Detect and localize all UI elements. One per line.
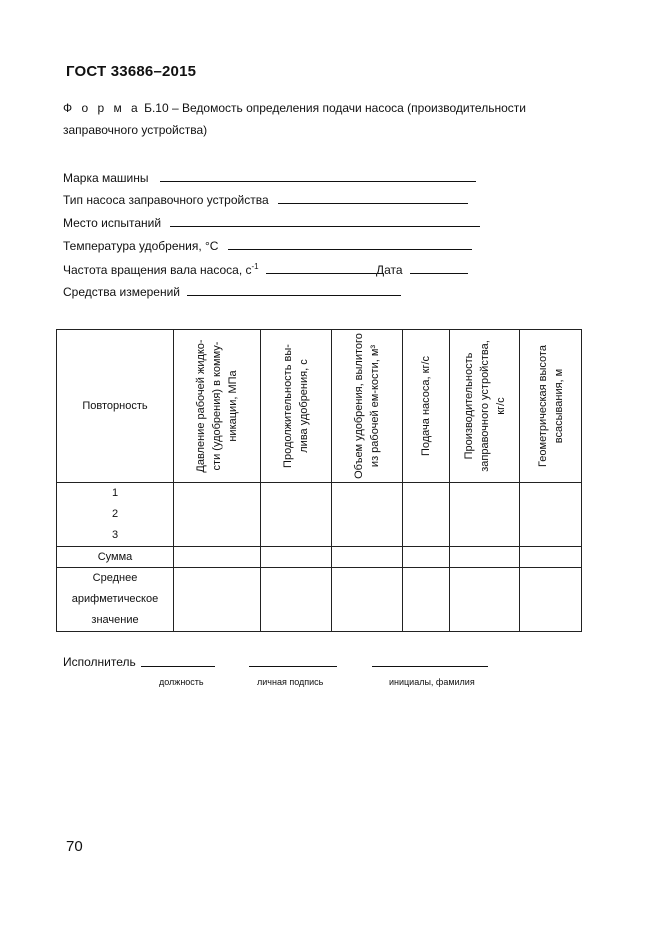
form-caption-line1	[63, 101, 526, 115]
mean-line1: Среднее	[92, 572, 138, 584]
form-caption-line2: заправочного устройства)	[63, 123, 208, 137]
field-temperature-label: Температура удобрения, °С	[63, 239, 219, 253]
field-pump-type	[63, 193, 468, 207]
header-suction-height-text: Геометрическая высота всасывания, м	[536, 345, 565, 467]
table-cell	[450, 483, 520, 547]
table-row-repetitions	[57, 483, 582, 547]
field-test-place-line	[170, 216, 480, 227]
field-machine	[63, 171, 476, 185]
field-machine-line	[160, 171, 476, 182]
document-title: ГОСТ 33686–2015	[66, 63, 197, 80]
mean-line3: значение	[91, 614, 139, 626]
form-caption-text: Б.10 – Ведомость определения подачи насоса (производительности	[144, 101, 526, 115]
header-pressure-text: Давление рабочей жидко-сти (удобрения) в комму-никации, МПа	[195, 339, 239, 473]
signature-executor	[63, 655, 136, 669]
field-date-line	[410, 263, 468, 274]
header-repetition: Повторность	[57, 330, 174, 483]
header-pump-flow	[403, 330, 450, 483]
executor-label: Исполнитель	[63, 655, 136, 669]
header-productivity	[450, 330, 520, 483]
field-machine-label: Марка машины	[63, 171, 149, 185]
mean-label	[57, 568, 174, 632]
field-temperature-line	[228, 239, 472, 250]
table-cell	[261, 547, 332, 568]
mean-line2: арифметическое	[71, 593, 159, 605]
field-instruments	[63, 285, 401, 299]
name-line	[372, 656, 488, 667]
table-cell	[520, 547, 582, 568]
table-row-mean	[57, 568, 582, 632]
table-cell	[174, 568, 261, 632]
table-header-row	[57, 330, 582, 483]
form-prefix: Ф о р м а	[63, 101, 141, 115]
header-duration	[261, 330, 332, 483]
table-row-sum	[57, 547, 582, 568]
table-cell	[332, 547, 403, 568]
header-pressure	[174, 330, 261, 483]
table-cell	[450, 547, 520, 568]
table-cell	[332, 483, 403, 547]
table-cell	[261, 483, 332, 547]
header-suction-height	[520, 330, 582, 483]
field-instruments-label: Средства измерений	[63, 285, 181, 299]
table-cell	[403, 547, 450, 568]
rep-2: 2	[111, 508, 119, 520]
field-rotation-label: Частота вращения вала насоса, с	[63, 263, 252, 277]
signature-caption: личная подпись	[257, 677, 324, 687]
page-number: 70	[66, 838, 83, 855]
table-cell	[174, 547, 261, 568]
rep-3: 3	[111, 529, 119, 541]
table-cell	[174, 483, 261, 547]
table-cell	[450, 568, 520, 632]
header-pump-flow-text: Подача насоса, кг/с	[420, 355, 432, 457]
name-caption: инициалы, фамилия	[389, 677, 475, 687]
field-test-place	[63, 216, 480, 230]
signature-line	[249, 656, 337, 667]
sum-label: Сумма	[57, 547, 174, 568]
table-cell	[332, 568, 403, 632]
position-caption: должность	[159, 677, 204, 687]
field-instruments-line	[187, 285, 401, 296]
field-date-label: Дата	[375, 263, 403, 277]
field-temperature	[63, 239, 472, 253]
table-cell	[403, 483, 450, 547]
position-line	[141, 656, 215, 667]
field-test-place-label: Место испытаний	[63, 216, 162, 230]
field-rotation-unit-sup: -1	[251, 262, 259, 271]
table-cell	[261, 568, 332, 632]
field-rotation-line	[266, 263, 376, 274]
header-volume-text: Объем удобрения, вылитого из рабочей ем-кости, м³	[353, 333, 381, 479]
table-cell	[403, 568, 450, 632]
header-volume	[332, 330, 403, 483]
field-pump-type-line	[278, 193, 468, 204]
rep-1: 1	[111, 487, 119, 499]
measurements-table	[56, 329, 582, 632]
table-cell	[520, 483, 582, 547]
header-duration-text: Продолжительность вы-лива удобрения, с	[282, 344, 310, 468]
field-pump-type-label: Тип насоса заправочного устройства	[63, 193, 269, 207]
table-cell	[520, 568, 582, 632]
header-productivity-text: Производительность заправочного устройства, кг/с	[462, 340, 507, 472]
repetitions-cell	[57, 483, 174, 547]
field-rotation	[63, 262, 468, 277]
